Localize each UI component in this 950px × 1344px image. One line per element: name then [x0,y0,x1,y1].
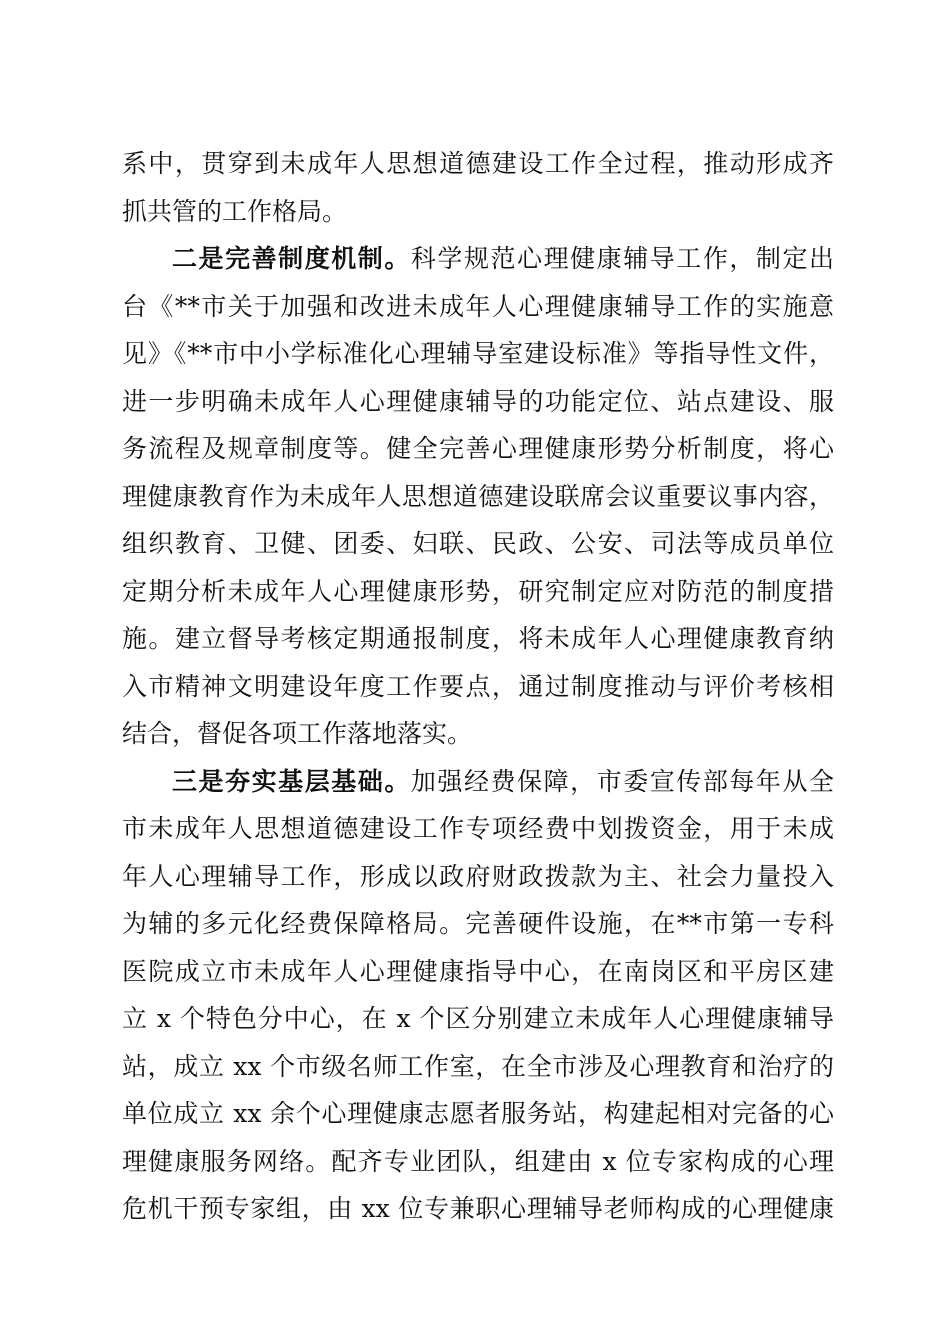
text-line: 结合，督促各项工作落地落实。 [122,719,473,748]
text-line: 理健康教育作为未成年人思想道德建设联席会议重要议事内容， [122,481,834,511]
paragraph-heading: 二是完善制度机制。 [172,244,411,273]
text-line: 年人心理辅导工作，形成以政府财政拨款为主、社会力量投入 [122,861,834,891]
text-line: 市未成年人思想道德建设工作专项经费中划拨资金，用于未成 [122,814,834,843]
text-line: 理健康服务网络。配齐专业团队，组建由 x 位专家构成的心理 [122,1146,834,1176]
paragraph-heading: 三是夯实基层基础。 [172,766,411,796]
paragraph-first-line [122,235,834,283]
text-line: 见》《**市中小学标准化心理辅导室建设标准》等指导性文件， [122,339,834,368]
text-line: 为辅的多元化经费保障格局。完善硬件设施，在**市第一专科 [122,909,834,938]
text-line: 立 x 个特色分中心，在 x 个区分别建立未成年人心理健康辅导 [122,1004,834,1033]
text-line: 危机干预专家组，由 xx 位专兼职心理辅导老师构成的心理健康 [122,1194,834,1223]
text-line: 抓共管的工作格局。 [122,196,348,226]
text-line: 组织教育、卫健、团委、妇联、民政、公安、司法等成员单位 [122,529,834,558]
text-run: 科学规范心理健康辅导工作，制定出 [410,244,834,273]
text-line: 施。建立督导考核定期通报制度，将未成年人心理健康教育纳 [122,624,834,653]
text-line: 定期分析未成年人心理健康形势，研究制定应对防范的制度措 [122,576,834,606]
paragraph-first-line [122,758,834,806]
text-line: 单位成立 xx 余个心理健康志愿者服务站，构建起相对完备的心 [122,1099,834,1128]
document-body [122,140,834,1233]
text-line: 医院成立市未成年人心理健康指导中心，在南岗区和平房区建 [122,956,834,986]
text-run: 加强经费保障，市委宣传部每年从全 [410,766,834,796]
text-line: 进一步明确未成年人心理健康辅导的功能定位、站点建设、服 [122,386,834,416]
text-line: 系中，贯穿到未成年人思想道德建设工作全过程，推动形成齐 [122,149,834,178]
text-line: 务流程及规章制度等。健全完善心理健康形势分析制度，将心 [122,434,834,463]
text-line: 入市精神文明建设年度工作要点，通过制度推动与评价考核相 [122,671,834,701]
text-line: 台《**市关于加强和改进未成年人心理健康辅导工作的实施意 [122,291,834,321]
text-line: 站，成立 xx 个市级名师工作室，在全市涉及心理教育和治疗的 [122,1051,834,1081]
